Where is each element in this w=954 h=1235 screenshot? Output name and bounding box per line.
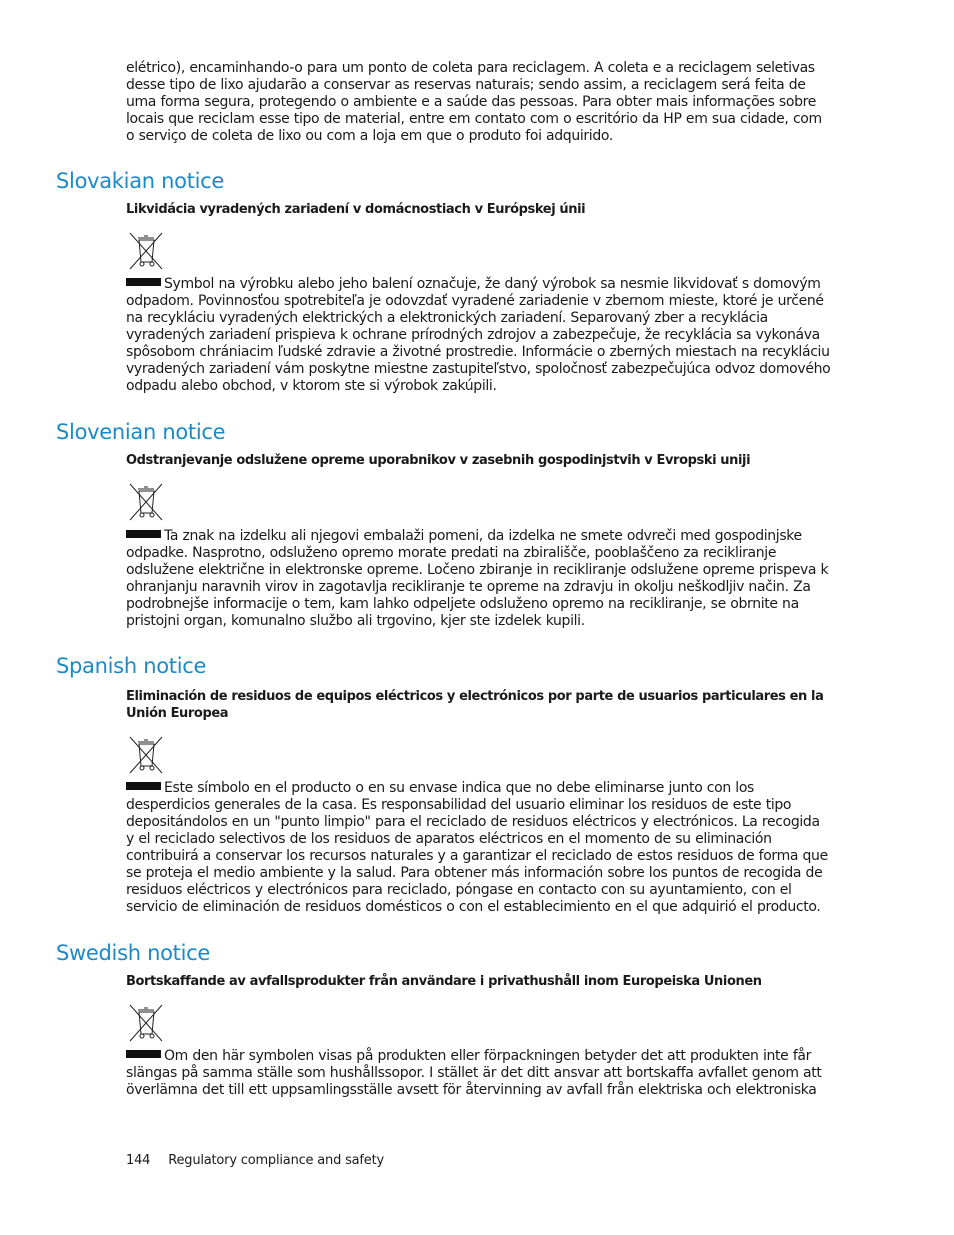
footer-chapter-title: Regulatory compliance and safety — [168, 1153, 384, 1168]
section-body-slovakian — [126, 276, 832, 395]
page-number: 144 — [126, 1153, 151, 1168]
section-subheading-spanish: Eliminación de residuos de equipos eléctricos y electrónicos por parte de usuarios particulares en la Unión Europea — [126, 689, 824, 721]
section-heading-slovakian: Slovakian notice — [56, 169, 225, 193]
crossed-out-wheelie-bin-icon — [127, 229, 165, 273]
section-body-spanish — [126, 780, 832, 916]
section-text-swedish: Om den här symbolen visas på produkten eller förpackningen betyder det att produkten inte får slängas på samma ställe som hushållssopor. I stället är det ditt ansvar att bortskaffa avfallet genom att överlämna det till ett uppsamlingsställe avsett för återvinning av avfall från elektriska och elektroniska — [126, 1048, 822, 1098]
section-heading-spanish: Spanish notice — [56, 654, 207, 678]
black-bar-marker — [126, 782, 161, 790]
crossed-out-wheelie-bin-icon — [127, 733, 165, 777]
black-bar-marker — [126, 1050, 161, 1058]
section-heading-slovenian: Slovenian notice — [56, 420, 226, 444]
section-text-slovakian: Symbol na výrobku alebo jeho balení označuje, že daný výrobok sa nesmie likvidovať s domovým odpadom. Povinnosťou spotrebiteľa je odovzdať vyradené zariadenie v zbernom mieste, ktoré je určené na recykláciu vyradených elektrických a elektronických zariadení. Separovaný zber a recyklácia vyradených zariadení prispieva k ochrane prírodných zdrojov a zabezpečuje, že recyklácia sa vykonáva spôsobom chrániacim ľudské zdravie a životné prostredie. Informácie o zberných miestach na recykláciu vyradených zariadení vám poskytne miestne zastupiteľstvo, spoločnosť zabezpečujúca odvoz domového odpadu alebo obchod, v ktorom ste si výrobok zakúpili. — [126, 276, 831, 394]
section-body-slovenian — [126, 528, 832, 630]
section-text-slovenian: Ta znak na izdelku ali njegovi embalaži pomeni, da izdelka ne smete odvreči med gospodinjske odpadke. Nasprotno, odsluženo opremo morate predati na zbirališče, pooblaščeno za recikliranje odslužene električne in elektronske opreme. Ločeno zbiranje in recikliranje odslužene opreme prispeva k ohranjanju naravnih virov in zagotavlja recikliranje te opreme na zdravju in okolju neškodljiv način. Za podrobnejše informacije o tem, kam lahko odpeljete odsluženo opremo na recikliranje, se obrnite na pristojni organ, komunalno službo ali trgovino, kjer ste izdelek kupili. — [126, 528, 829, 629]
intro-paragraph: elétrico), encaminhando-o para um ponto de coleta para reciclagem. A coleta e a reciclagem seletivas desse tipo de lixo ajudarão a conservar as reservas naturais; sendo assim, a reciclagem será feita de uma forma segura, protegendo o ambiente e a saúde das pessoas. Para obter mais informações sobre locais que reciclam esse tipo de material, entre em contato com o escritório da HP em sua cidade, com o serviço de coleta de lixo ou com a loja em que o produto foi adquirido. — [126, 60, 822, 144]
page-footer — [126, 1152, 384, 1169]
section-subheading-slovakian: Likvidácia vyradených zariadení v domácnostiach v Európskej únii — [126, 202, 586, 217]
section-subheading-swedish: Bortskaffande av avfallsprodukter från användare i privathushåll inom Europeiska Unionen — [126, 974, 762, 989]
section-text-spanish: Este símbolo en el producto o en su envase indica que no debe eliminarse junto con los desperdicios generales de la casa. Es responsabilidad del usuario eliminar los residuos de este tipo depositándolos en un "punto limpio" para el reciclado de residuos eléctricos y electrónicos. La recogida y el reciclado selectivos de los residuos de aparatos eléctricos en el momento de su eliminación contribuirá a conservar los recursos naturales y a garantizar el reciclado de estos residuos de forma que se proteja el medio ambiente y la salud. Para obtener más información sobre los puntos de recogida de residuos eléctricos y electrónicos para reciclado, póngase en contacto con su ayuntamiento, con el servicio de eliminación de residuos domésticos o con el establecimiento en el que adquirió el producto. — [126, 780, 828, 915]
section-subheading-slovenian: Odstranjevanje odslužene opreme uporabnikov v zasebnih gospodinjstvih v Evropski uniji — [126, 453, 751, 468]
section-body-swedish — [126, 1048, 832, 1099]
section-heading-swedish: Swedish notice — [56, 941, 211, 965]
black-bar-marker — [126, 278, 161, 286]
black-bar-marker — [126, 530, 161, 538]
crossed-out-wheelie-bin-icon — [127, 1001, 165, 1045]
crossed-out-wheelie-bin-icon — [127, 480, 165, 524]
